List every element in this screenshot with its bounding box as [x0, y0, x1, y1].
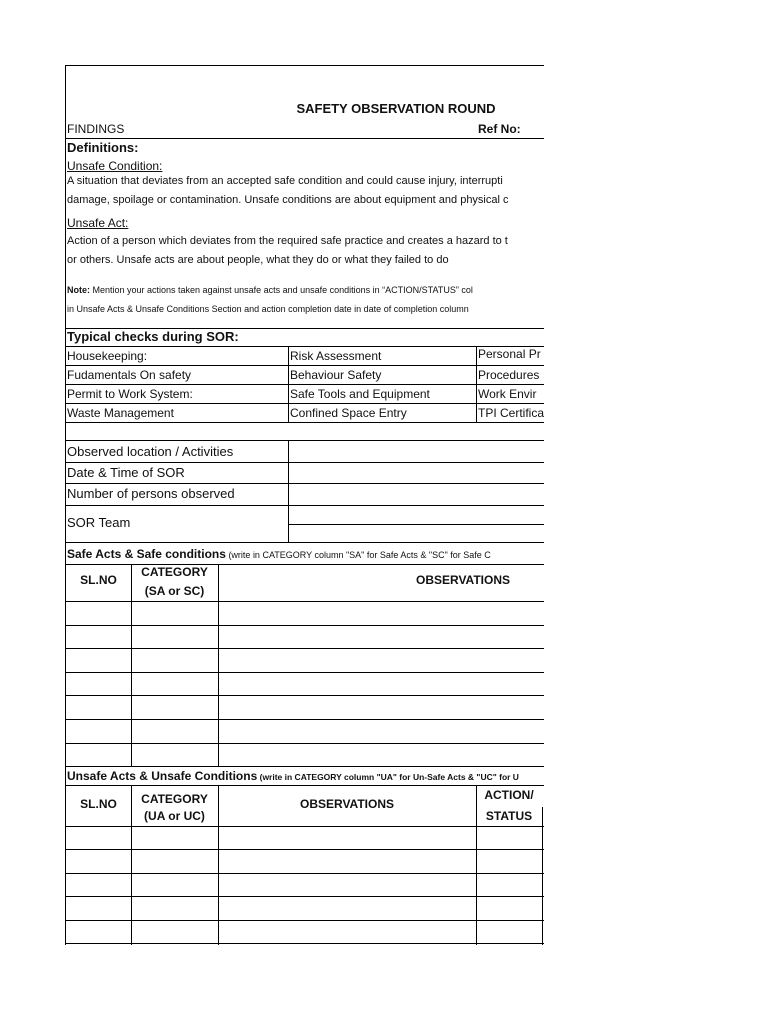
- unsafe-section-heading-row: [67, 767, 519, 785]
- col-observations-header: OBSERVATIONS: [415, 573, 510, 587]
- table-row: [66, 672, 544, 673]
- check-item: Confined Space Entry: [290, 406, 407, 420]
- check-item: Waste Management: [67, 406, 174, 420]
- note-text-1: [67, 285, 473, 295]
- table-row: [66, 873, 544, 874]
- table-row: [66, 719, 544, 720]
- divider: [66, 403, 544, 404]
- divider: [66, 440, 544, 441]
- divider: [218, 564, 219, 766]
- unsafe-condition-heading: Unsafe Condition:: [67, 159, 163, 173]
- divider: [66, 505, 544, 506]
- check-item: Procedures: [478, 368, 540, 382]
- table-row: [66, 943, 544, 944]
- divider: [66, 601, 544, 602]
- check-item: Housekeeping:: [67, 349, 148, 363]
- divider: [66, 483, 544, 484]
- table-row: [66, 849, 544, 850]
- divider: [66, 462, 544, 463]
- check-item: Permit to Work System:: [67, 387, 193, 401]
- divider: [288, 346, 289, 422]
- divider: [288, 524, 544, 525]
- table-row: [66, 743, 544, 744]
- check-item: TPI Certifica: [478, 406, 544, 420]
- safe-section-heading: Safe Acts & Safe conditions: [67, 547, 226, 561]
- unsafe-section-note: (write in CATEGORY column "UA" for Un-Safe Acts & "UC" for U: [257, 772, 519, 782]
- unsafe-act-text-2: or others. Unsafe acts are about people, what they do or what they failed to do: [67, 254, 449, 266]
- location-label: Observed location / Activities: [67, 444, 234, 459]
- divider: [66, 384, 544, 385]
- note-text-2: in Unsafe Acts & Unsafe Conditions Section and action completion date in date of completion column: [67, 304, 469, 314]
- col-category-header-sub: (UA or UC): [144, 809, 205, 823]
- check-item: Behaviour Safety: [290, 368, 382, 382]
- divider: [66, 785, 544, 786]
- divider: [66, 826, 544, 827]
- team-label: SOR Team: [67, 515, 131, 530]
- divider: [66, 138, 544, 139]
- ref-no-label: Ref No:: [478, 122, 521, 136]
- datetime-label: Date & Time of SOR: [67, 465, 185, 480]
- unsafe-act-heading: Unsafe Act:: [67, 216, 129, 230]
- form-title: SAFETY OBSERVATION ROUND: [296, 101, 496, 116]
- persons-label: Number of persons observed: [67, 486, 235, 501]
- unsafe-condition-text-1: A situation that deviates from an accepted safe condition and could cause injury, interrupti: [67, 175, 503, 187]
- col-observations-header: OBSERVATIONS: [299, 797, 394, 811]
- divider: [66, 542, 544, 543]
- col-category-header: CATEGORY: [141, 565, 208, 579]
- findings-label: FINDINGS: [67, 122, 125, 136]
- safe-section-heading-row: [67, 545, 491, 563]
- table-row: [66, 896, 544, 897]
- divider: [66, 365, 544, 366]
- col-status-header: STATUS: [485, 809, 533, 823]
- safe-section-note: (write in CATEGORY column "SA" for Safe Acts & "SC" for Safe C: [225, 550, 491, 560]
- definitions-heading: Definitions:: [67, 140, 139, 155]
- check-item: Risk Assessment: [290, 349, 382, 363]
- divider: [66, 422, 544, 423]
- check-item: Fudamentals On safety: [67, 368, 192, 382]
- col-category-header: CATEGORY: [141, 792, 208, 806]
- unsafe-act-text-1: Action of a person which deviates from the required safe practice and creates a hazard to t: [67, 235, 508, 247]
- table-row: [66, 625, 544, 626]
- col-slno-header: SL.NO: [80, 797, 117, 811]
- unsafe-condition-text-2: damage, spoilage or contamination. Unsafe conditions are about equipment and physical c: [67, 194, 509, 206]
- divider: [542, 807, 543, 945]
- note-body: Mention your actions taken against unsafe acts and unsafe conditions in “ACTION/STATUS” col: [90, 285, 473, 295]
- check-item: Safe Tools and Equipment: [290, 387, 430, 401]
- col-category-header-sub: (SA or SC): [144, 584, 205, 598]
- col-action-header: ACTION/: [484, 788, 534, 802]
- divider: [288, 440, 289, 542]
- col-slno-header: SL.NO: [80, 573, 117, 587]
- typical-checks-heading: Typical checks during SOR:: [67, 329, 239, 344]
- note-label: Note:: [67, 285, 90, 295]
- table-row: [66, 920, 544, 921]
- check-item: Work Envir: [478, 387, 537, 401]
- divider: [66, 346, 544, 347]
- divider: [476, 346, 477, 422]
- check-item: Personal Pr: [478, 347, 541, 361]
- table-row: [66, 648, 544, 649]
- table-row: [66, 695, 544, 696]
- sor-form-sheet: [65, 65, 544, 945]
- unsafe-section-heading: Unsafe Acts & Unsafe Conditions: [67, 769, 258, 783]
